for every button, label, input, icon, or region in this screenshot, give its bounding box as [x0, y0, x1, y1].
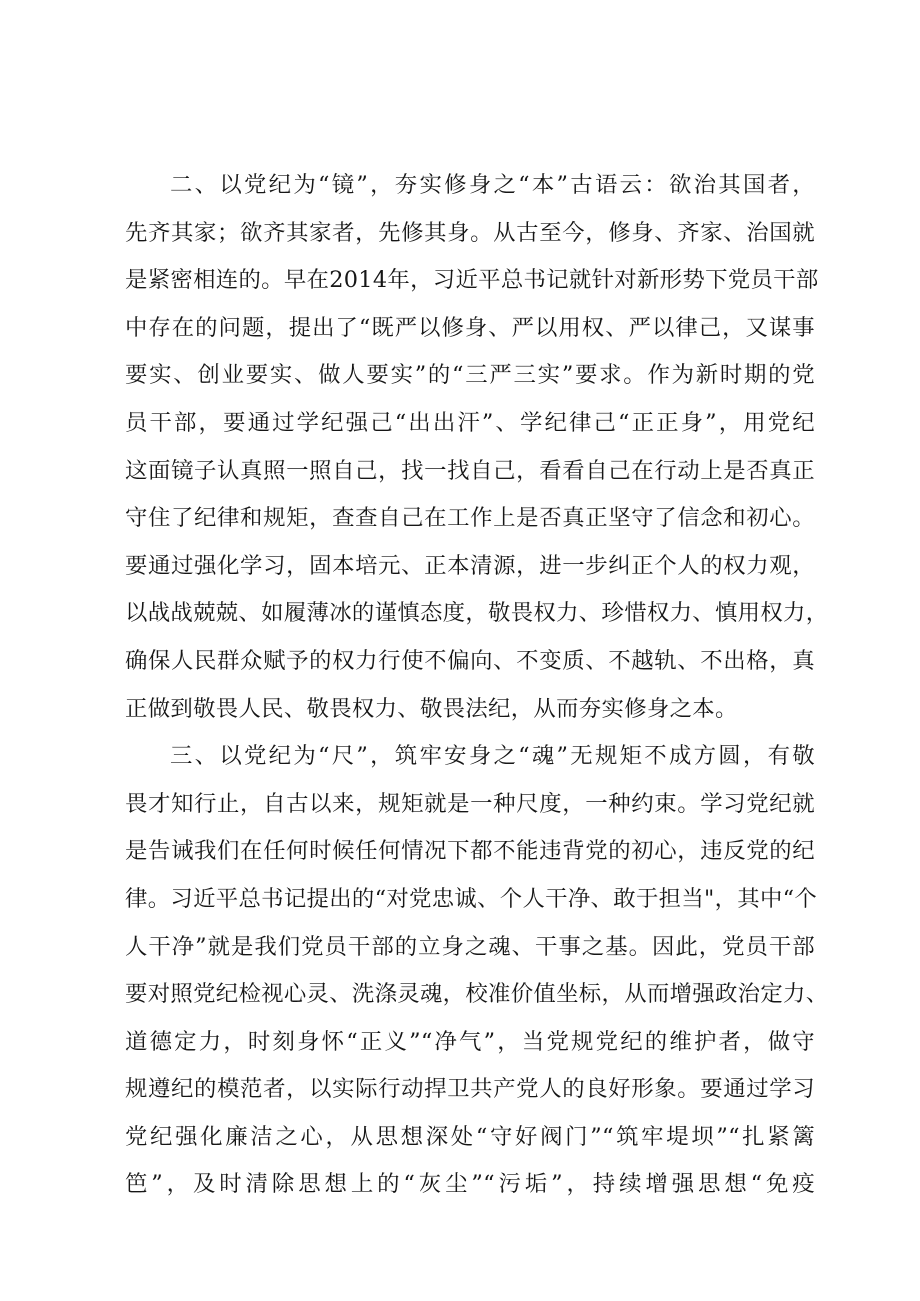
text-line: 是紧密相连的。早在2014年，习近平总书记就针对新形势下党员干部 [125, 267, 819, 294]
text-line: 要对照党纪检视心灵、洗涤灵魂，校准价值坐标，从而增强政治定力、 [125, 981, 829, 1008]
text-line: 要实、创业要实、做人要实”的“三严三实”要求。作为新时期的党 [125, 362, 815, 389]
text-line: 以战战兢兢、如履薄冰的谨慎态度，敬畏权力、珍惜权力、慎用权力， [125, 600, 829, 627]
text-line: 要通过强化学习，固本培元、正本清源，进一步纠正个人的权力观， [125, 552, 815, 579]
text-line: 规遵纪的模范者，以实际行动捍卫共产党人的良好形象。要通过学习 [125, 1076, 815, 1103]
text-line: 正做到敬畏人民、敬畏权力、敬畏法纪，从而夯实修身之本。 [125, 695, 738, 722]
text-line: 中存在的问题，提出了“既严以修身、严以用权、严以律己，又谋事 [125, 314, 815, 341]
text-line: 确保人民群众赋予的权力行使不偏向、不变质、不越轨、不出格，真 [125, 647, 815, 674]
text-line: 员干部，要通过学纪强己“出出汗”、学纪律己“正正身”，用党纪 [125, 409, 815, 436]
text-line: 律。习近平总书记提出的“对党忠诚、个人干净、敢于担当"，其中“个 [125, 885, 818, 912]
text-line: 笆”，及时清除思想上的“灰尘”“污垢”，持续增强思想“免疫 [125, 1171, 815, 1198]
text-line: 三、以党纪为“尺”，筑牢安身之“魂”无规矩不成方圆，有敬 [170, 743, 815, 770]
text-line: 守住了纪律和规矩，查查自己在工作上是否真正坚守了信念和初心。 [125, 505, 815, 532]
text-line: 党纪强化廉洁之心，从思想深处“守好阀门”“筑牢堤坝”“扎紧篱 [125, 1123, 815, 1150]
text-line: 这面镜子认真照一照自己，找一找自己，看看自己在行动上是否真正 [125, 457, 815, 484]
text-line: 先齐其家；欲齐其家者，先修其身。从古至今，修身、齐家、治国就 [125, 219, 815, 246]
text-line: 人干净”就是我们党员干部的立身之魂、干事之基。因此，党员干部 [125, 933, 815, 960]
paragraph-section-3 [125, 733, 829, 1209]
body-text [125, 162, 829, 1209]
paragraph-section-2 [125, 162, 829, 733]
text-line: 道德定力，时刻身怀“正义”“净气”，当党规党纪的维护者，做守 [125, 1028, 815, 1055]
text-line: 畏才知行止，自古以来，规矩就是一种尺度，一种约束。学习党纪就 [125, 790, 815, 817]
text-line: 是告诫我们在任何时候任何情况下都不能违背党的初心，违反党的纪 [125, 838, 815, 865]
text-line: 二、以党纪为“镜”，夯实修身之“本”古语云：欲治其国者， [170, 172, 815, 198]
